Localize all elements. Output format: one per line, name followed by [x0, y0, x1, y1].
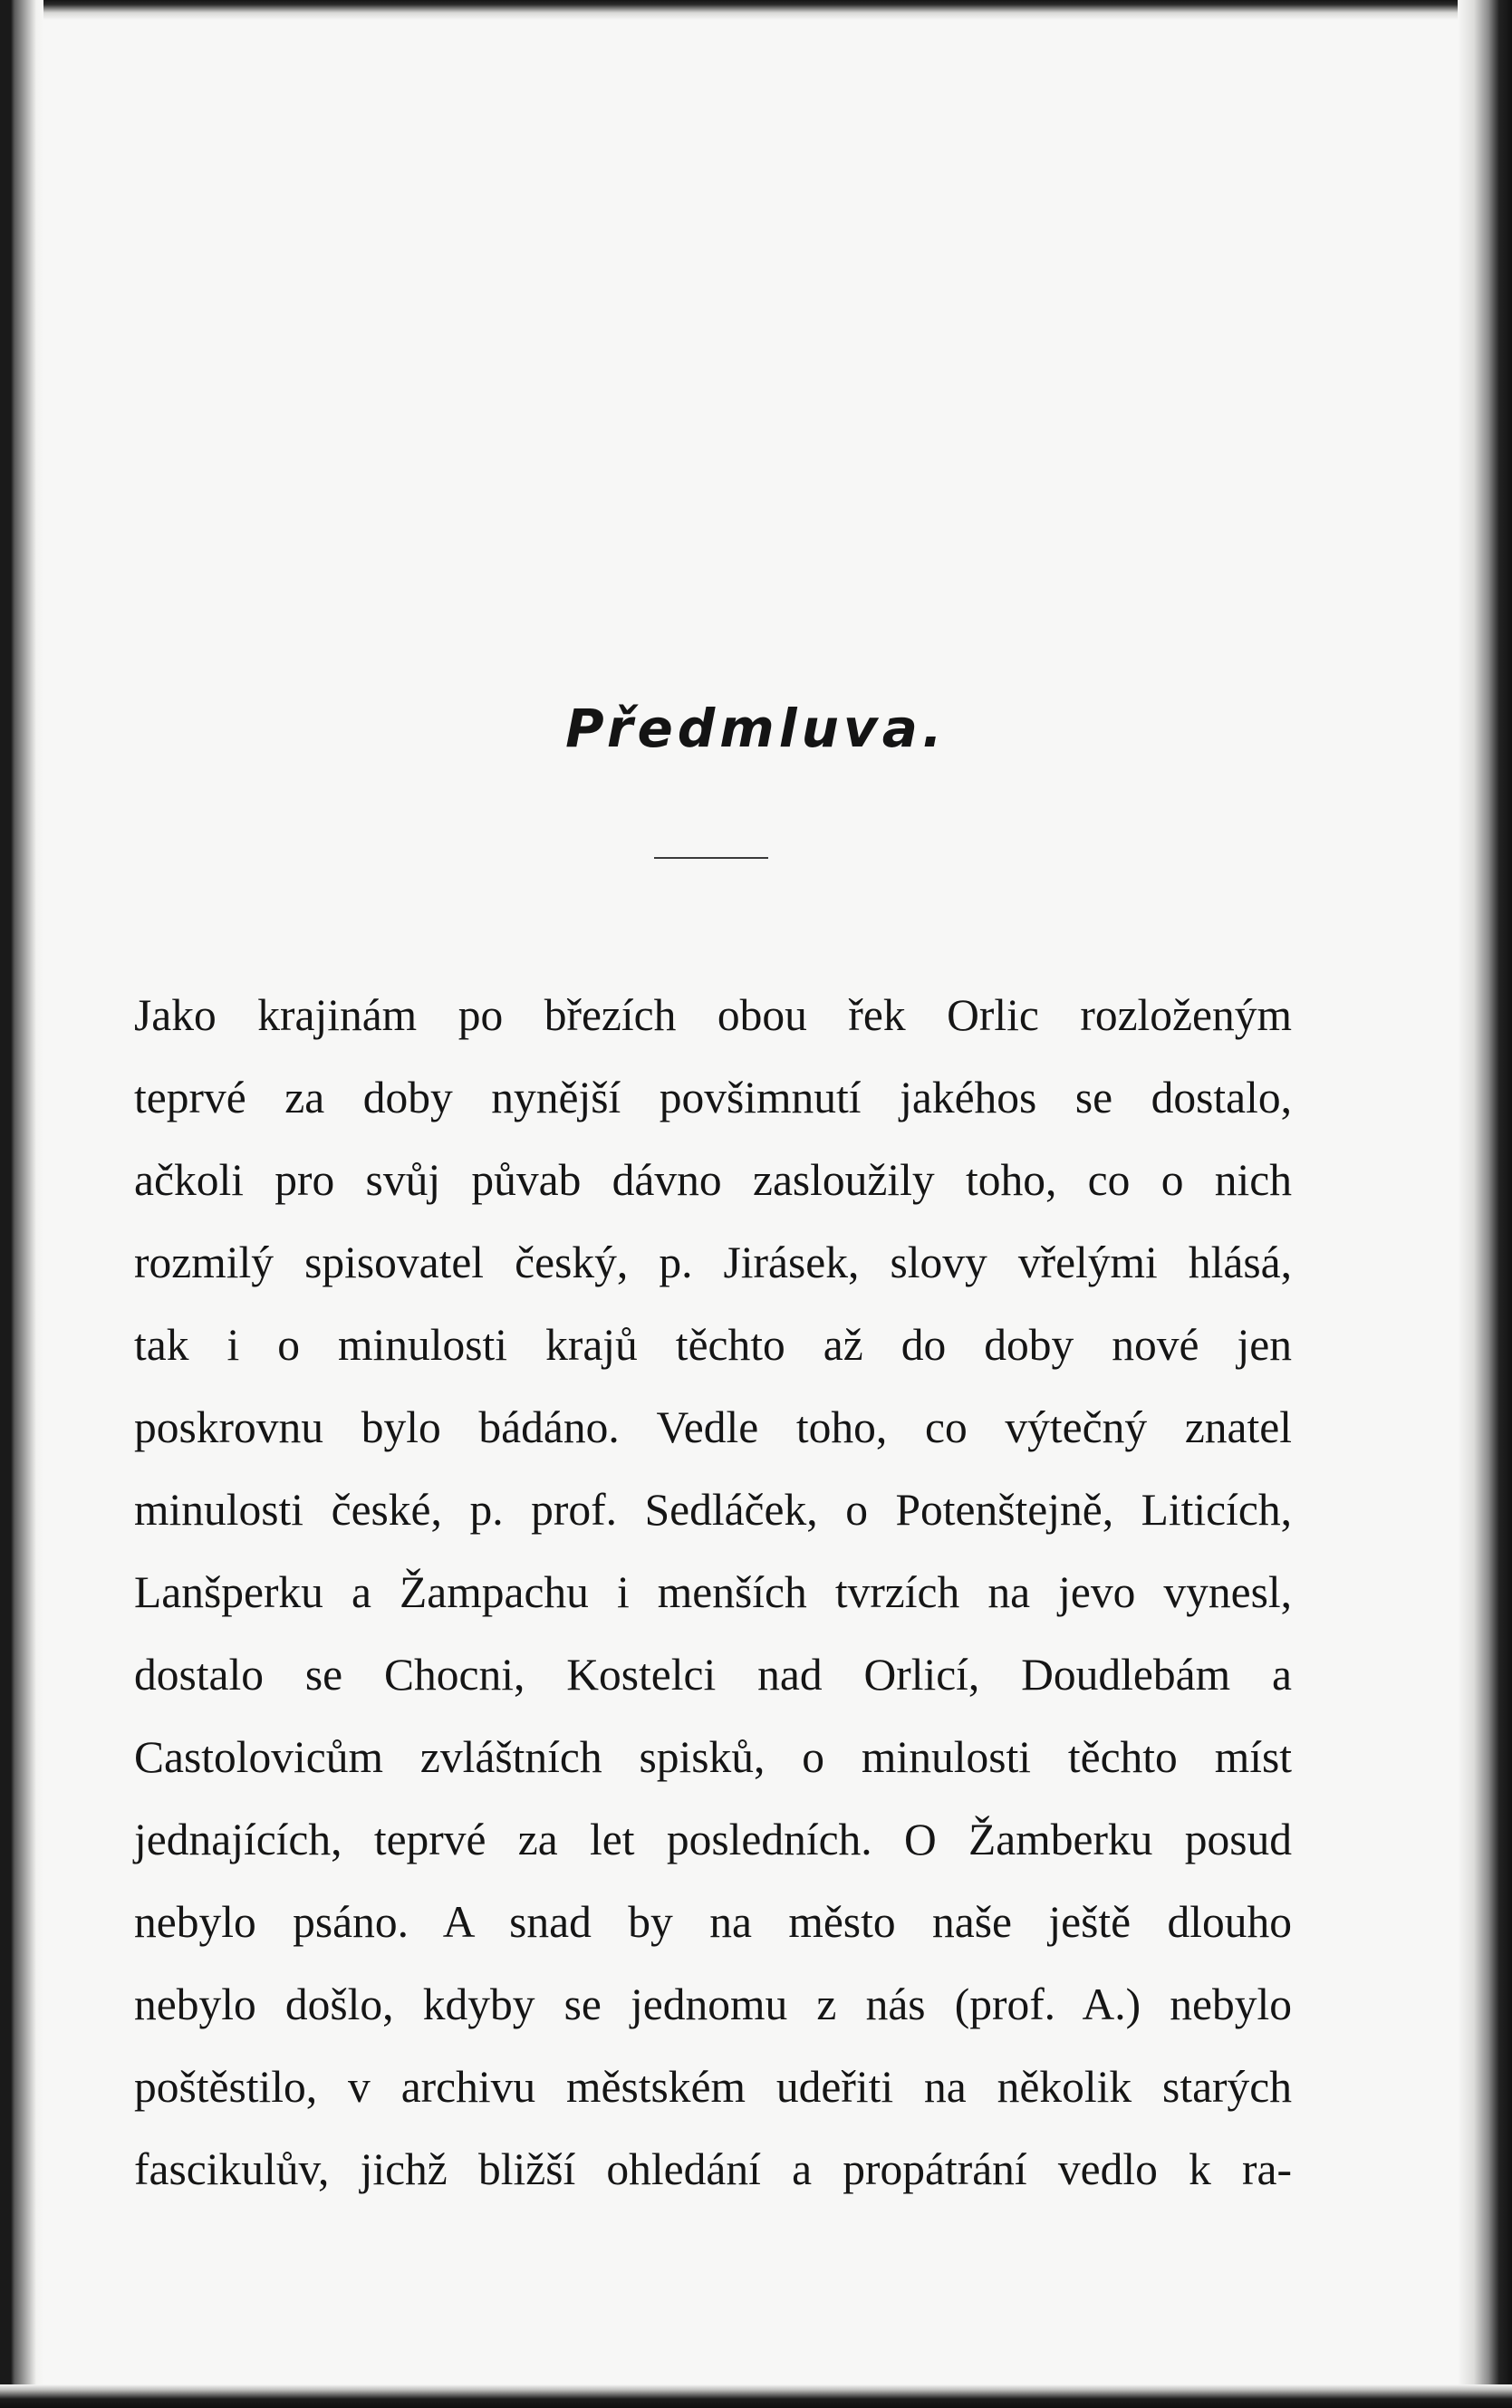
scan-edge-bottom [0, 2384, 1512, 2408]
text-line: dostalo se Chocni, Kostelci nad Orlicí, Doudlebám a [134, 1650, 1292, 1700]
text-line: tak i o minulosti krajů těchto až do doby nové jen [134, 1320, 1292, 1370]
text-line: jednajících, teprvé za let posledních. O Žamberku posud [134, 1815, 1292, 1864]
chapter-title: Předmluva. [565, 698, 947, 759]
text-line: teprvé za doby nynější povšimnutí jakéhos se dostalo, [134, 1073, 1292, 1122]
text-line: poštěstilo, v archivu městském udeřiti na několik starých [134, 2062, 1292, 2112]
title-divider [654, 857, 768, 859]
text-line: fascikulův, jichž bližší ohledání a propátrání vedlo k ra- [134, 2144, 1292, 2194]
text-line: nebylo psáno. A snad by na město naše ještě dlouho [134, 1897, 1292, 1947]
text-line: poskrovnu bylo bádáno. Vedle toho, co výtečný znatel [134, 1402, 1292, 1452]
text-line: Lanšperku a Žampachu i menších tvrzích na jevo vynesl, [134, 1567, 1292, 1617]
scan-edge-left [0, 0, 43, 2408]
text-line: rozmilý spisovatel český, p. Jirásek, slovy vřelými hlásá, [134, 1238, 1292, 1287]
scan-edge-top [0, 0, 1512, 20]
scan-edge-right [1458, 0, 1512, 2408]
text-line: Jako krajinám po březích obou řek Orlic rozloženým [134, 990, 1292, 1040]
text-line: ačkoli pro svůj půvab dávno zasloužily toho, co o nich [134, 1155, 1292, 1205]
text-line: Castolovicům zvláštních spisků, o minulosti těchto míst [134, 1732, 1292, 1782]
text-line: nebylo došlo, kdyby se jednomu z nás (prof. A.) nebylo [134, 1979, 1292, 2029]
text-line: minulosti české, p. prof. Sedláček, o Potenštejně, Liticích, [134, 1485, 1292, 1535]
body-paragraph [134, 974, 1292, 2211]
